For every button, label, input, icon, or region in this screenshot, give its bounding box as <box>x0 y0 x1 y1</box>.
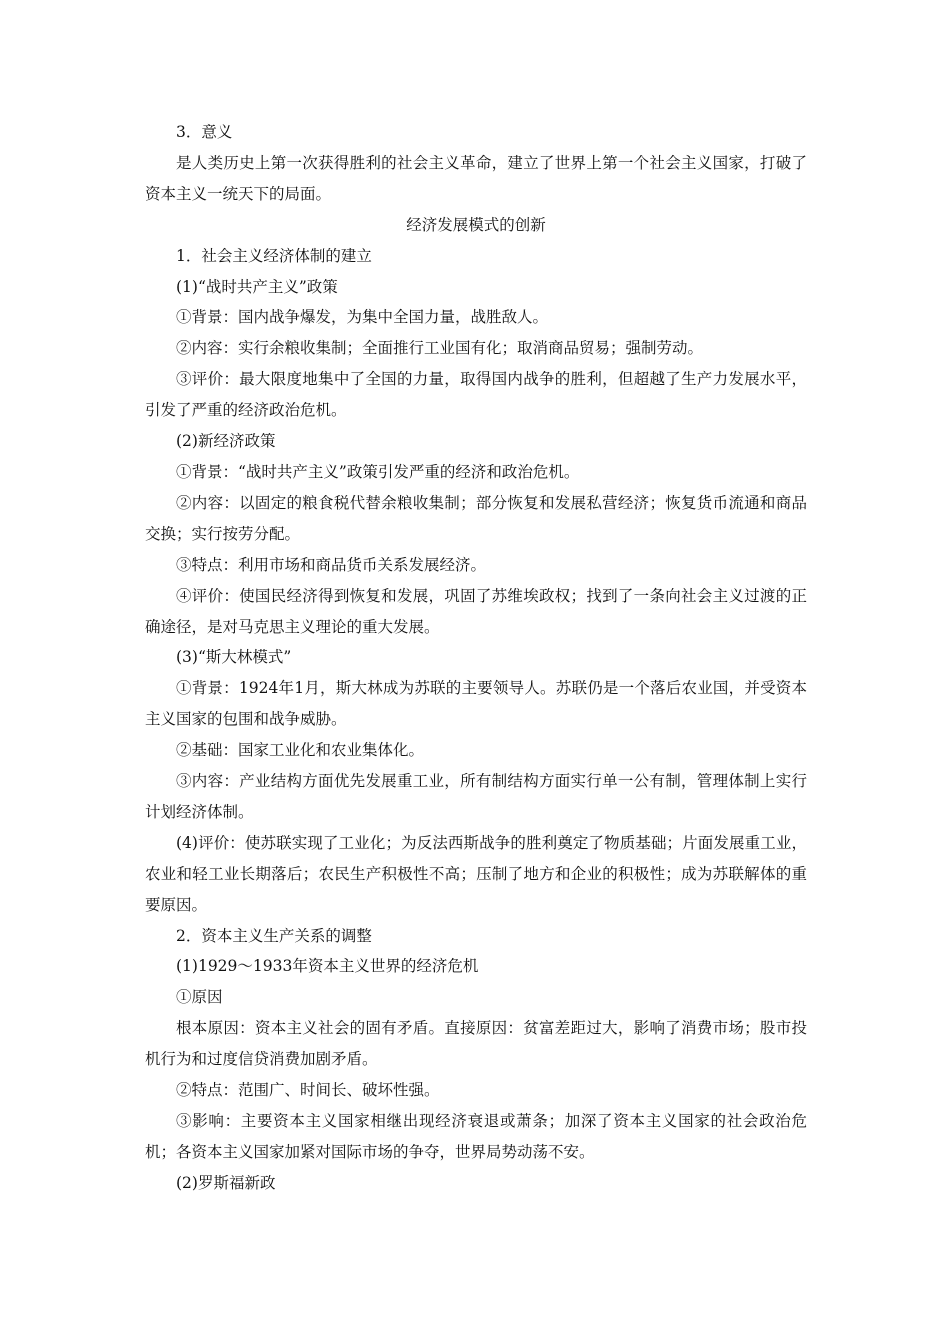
paragraph: ①背景：1924年1月，斯大林成为苏联的主要领导人。苏联仍是一个落后农业国，并受资本主义国家的包围和战争威胁。 <box>145 679 807 729</box>
paragraph: ①背景：“战时共产主义”政策引发严重的经济和政治危机。 <box>176 462 580 481</box>
paragraph: ①背景：国内战争爆发，为集中全国力量，战胜敌人。 <box>176 308 549 327</box>
paragraph: (1)1929～1933年资本主义世界的经济危机 <box>176 957 479 976</box>
paragraph: ③评价：最大限度地集中了全国的力量，取得国内战争的胜利，但超越了生产力发展水平，引发了严重的经济政治危机。 <box>145 370 807 420</box>
paragraph: ③影响：主要资本主义国家相继出现经济衰退或萧条；加深了资本主义国家的社会政治危机；各资本主义国家加紧对国际市场的争夺，世界局势动荡不安。 <box>145 1112 807 1161</box>
paragraph: ②内容：实行余粮收集制；全面推行工业国有化；取消商品贸易；强制劳动。 <box>176 339 704 358</box>
paragraph: ①原因 <box>176 988 223 1007</box>
paragraph: (2)新经济政策 <box>176 432 276 451</box>
paragraph: (2)罗斯福新政 <box>176 1173 276 1192</box>
paragraph: (4)评价：使苏联实现了工业化；为反法西斯战争的胜利奠定了物质基础；片面发展重工业，农业和轻工业长期落后；农民生产积极性不高；压制了地方和企业的积极性；成为苏联解体的重要原因。 <box>145 833 807 914</box>
section-heading: 经济发展模式的创新 <box>406 215 546 234</box>
paragraph: 3．意义 <box>176 123 233 141</box>
paragraph: ④评价：使国民经济得到恢复和发展，巩固了苏维埃政权；找到了一条向社会主义过渡的正确途径，是对马克思主义理论的重大发展。 <box>145 586 807 636</box>
paragraph: 根本原因：资本主义社会的固有矛盾。直接原因：贫富差距过大，影响了消费市场；股市投机行为和过度信贷消费加剧矛盾。 <box>145 1019 807 1069</box>
paragraph: (1)“战时共产主义”政策 <box>176 277 338 296</box>
document-body <box>145 117 807 1199</box>
paragraph: 2．资本主义生产关系的调整 <box>176 926 372 945</box>
paragraph: ②基础：国家工业化和农业集体化。 <box>176 741 425 760</box>
paragraph: 1．社会主义经济体制的建立 <box>176 246 372 265</box>
paragraph: 是人类历史上第一次获得胜利的社会主义革命，建立了世界上第一个社会主义国家，打破了资本主义一统天下的局面。 <box>145 153 807 203</box>
paragraph: ③内容：产业结构方面优先发展重工业，所有制结构方面实行单一公有制，管理体制上实行计划经济体制。 <box>145 772 807 821</box>
paragraph: ③特点：利用市场和商品货币关系发展经济。 <box>176 555 487 574</box>
paragraph: (3)“斯大林模式” <box>176 648 292 667</box>
paragraph: ②特点：范围广、时间长、破坏性强。 <box>176 1081 440 1100</box>
paragraph: ②内容：以固定的粮食税代替余粮收集制；部分恢复和发展私营经济；恢复货币流通和商品交换；实行按劳分配。 <box>145 493 807 543</box>
